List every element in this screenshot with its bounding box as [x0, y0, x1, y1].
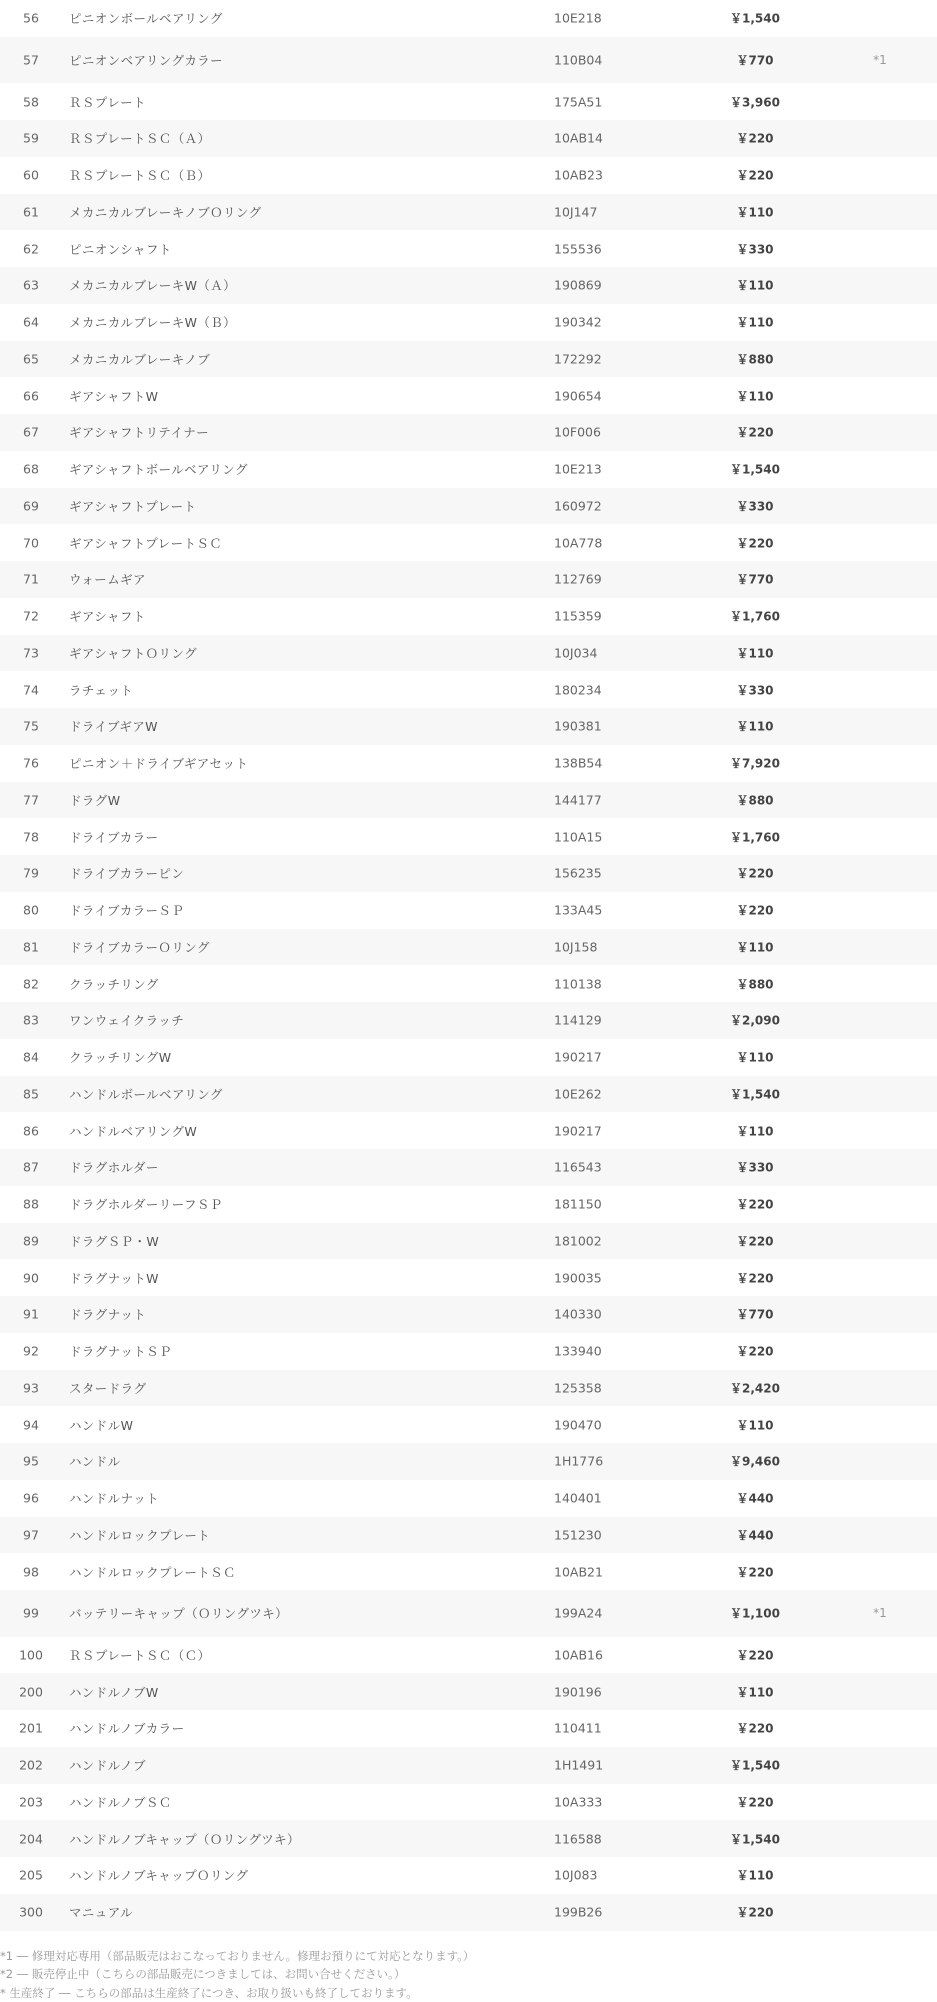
- part-number: 83: [0, 1013, 62, 1028]
- part-price: ￥880: [690, 791, 820, 808]
- table-row: [0, 1186, 937, 1223]
- part-price: ￥770: [690, 571, 820, 588]
- part-name: ドライブギアW: [69, 717, 158, 735]
- table-row: [0, 1710, 937, 1747]
- part-number: 65: [0, 351, 62, 366]
- table-row: [0, 230, 937, 267]
- footnote-line: *1 ― 修理対応専用（部品販売はおこなっておりません。修理お預りにて対応となります。）: [0, 1947, 937, 1966]
- part-number: 87: [0, 1160, 62, 1175]
- part-price: ￥880: [690, 350, 820, 367]
- part-name: ワンウェイクラッチ: [69, 1011, 184, 1029]
- part-number: 200: [0, 1684, 62, 1699]
- part-price: ￥9,460: [690, 1453, 820, 1470]
- table-row: [0, 341, 937, 378]
- table-row: [0, 1112, 937, 1149]
- part-name: バッテリーキャップ（Ｏリングツキ）: [69, 1604, 288, 1622]
- part-price: ￥330: [690, 1159, 820, 1176]
- part-code: 190217: [554, 1050, 602, 1065]
- part-name: ＲＳプレート: [69, 93, 146, 111]
- part-price: ￥330: [690, 240, 820, 257]
- part-price: ￥220: [690, 130, 820, 147]
- table-row: [0, 194, 937, 231]
- part-name: ドラグナットＳＰ: [69, 1342, 172, 1360]
- part-code: 116543: [554, 1160, 602, 1175]
- part-code: 190217: [554, 1123, 602, 1138]
- table-row: [0, 1820, 937, 1857]
- part-code: 116588: [554, 1831, 602, 1846]
- part-name: ギアシャフトリテイナー: [69, 423, 209, 441]
- part-code: 156235: [554, 866, 602, 881]
- part-name: ピニオンシャフト: [69, 240, 172, 258]
- table-row: [0, 1296, 937, 1333]
- table-row: [0, 818, 937, 855]
- part-name: ＲＳプレートＳＣ（Ｂ）: [69, 166, 210, 184]
- table-row: [0, 1406, 937, 1443]
- part-code: 115359: [554, 609, 602, 624]
- part-number: 60: [0, 168, 62, 183]
- part-number: 96: [0, 1491, 62, 1506]
- part-name: ドラグナット: [69, 1305, 146, 1323]
- part-number: 72: [0, 609, 62, 624]
- part-code: 10J083: [554, 1868, 597, 1883]
- part-name: ドライブカラーピン: [69, 864, 184, 882]
- part-name: ドラグホルダー: [69, 1158, 159, 1176]
- table-row: [0, 0, 937, 37]
- part-number: 94: [0, 1417, 62, 1432]
- part-price: ￥220: [690, 1720, 820, 1737]
- table-row: [0, 745, 937, 782]
- part-code: 190035: [554, 1270, 602, 1285]
- part-code: 180234: [554, 682, 602, 697]
- part-code: 10F006: [554, 425, 601, 440]
- part-price: ￥220: [690, 865, 820, 882]
- part-name: ドライブカラーＯリング: [69, 938, 210, 956]
- table-row: [0, 414, 937, 451]
- part-price: ￥1,100: [690, 1605, 820, 1622]
- part-name: クラッチリング: [69, 975, 159, 993]
- part-number: 73: [0, 645, 62, 660]
- part-price: ￥110: [690, 314, 820, 331]
- part-code: 110A15: [554, 829, 602, 844]
- part-name: ドラグＳＰ・W: [69, 1232, 159, 1250]
- part-code: 110411: [554, 1721, 602, 1736]
- part-price: ￥220: [690, 424, 820, 441]
- part-name: ピニオンボールベアリング: [69, 9, 223, 27]
- table-row: [0, 598, 937, 635]
- part-price: ￥220: [690, 1232, 820, 1249]
- part-number: 62: [0, 241, 62, 256]
- part-number: 88: [0, 1197, 62, 1212]
- part-number: 100: [0, 1647, 62, 1662]
- part-number: 64: [0, 315, 62, 330]
- part-number: 84: [0, 1050, 62, 1065]
- part-number: 99: [0, 1606, 62, 1621]
- part-price: ￥1,760: [690, 608, 820, 625]
- part-number: 77: [0, 792, 62, 807]
- part-price: ￥880: [690, 975, 820, 992]
- table-row: [0, 1553, 937, 1590]
- table-row: [0, 37, 937, 84]
- table-row: [0, 1039, 937, 1076]
- part-code: 110138: [554, 976, 602, 991]
- part-code: 190869: [554, 278, 602, 293]
- part-number: 205: [0, 1868, 62, 1883]
- part-name: ＲＳプレートＳＣ（Ａ）: [69, 129, 210, 147]
- table-row: [0, 304, 937, 341]
- part-name: ハンドルノブカラー: [69, 1719, 184, 1737]
- part-price: ￥1,540: [690, 10, 820, 27]
- part-number: 80: [0, 903, 62, 918]
- part-price: ￥220: [690, 902, 820, 919]
- part-name: ＲＳプレートＳＣ（Ｃ）: [69, 1646, 210, 1664]
- part-code: 160972: [554, 498, 602, 513]
- part-name: ギアシャフトボールベアリング: [69, 460, 248, 478]
- part-name: ドラグホルダーリーフＳＰ: [69, 1195, 223, 1213]
- table-row: [0, 965, 937, 1002]
- table-row: [0, 1370, 937, 1407]
- part-price: ￥110: [690, 387, 820, 404]
- table-row: [0, 267, 937, 304]
- part-name: ドラグW: [69, 791, 120, 809]
- table-row: [0, 1857, 937, 1894]
- part-code: 190342: [554, 315, 602, 330]
- table-row: [0, 120, 937, 157]
- part-price: ￥770: [690, 1306, 820, 1323]
- part-code: 10E213: [554, 462, 602, 477]
- part-price: ￥7,920: [690, 755, 820, 772]
- part-code: 125358: [554, 1380, 602, 1395]
- table-row: [0, 1590, 937, 1637]
- part-number: 300: [0, 1905, 62, 1920]
- part-name: ハンドルノブＳＣ: [69, 1793, 172, 1811]
- part-number: 56: [0, 11, 62, 26]
- table-row: [0, 1894, 937, 1931]
- part-name: ギアシャフト: [69, 607, 146, 625]
- part-code: 10E218: [554, 11, 602, 26]
- part-price: ￥330: [690, 497, 820, 514]
- part-code: 1H1776: [554, 1454, 603, 1469]
- table-row: [0, 1149, 937, 1186]
- table-row: [0, 1002, 937, 1039]
- part-number: 89: [0, 1233, 62, 1248]
- table-row: [0, 1443, 937, 1480]
- footnote-line: * 生産終了 ― こちらの部品は生産終了につき、お取り扱いも終了しております。: [0, 1984, 937, 2002]
- part-code: 10AB14: [554, 131, 603, 146]
- part-name: ギアシャフトプレート: [69, 497, 196, 515]
- table-row: [0, 157, 937, 194]
- part-price: ￥2,090: [690, 1012, 820, 1029]
- footnotes: [0, 1931, 937, 2002]
- part-number: 75: [0, 719, 62, 734]
- part-code: 175A51: [554, 94, 602, 109]
- part-number: 93: [0, 1380, 62, 1395]
- part-price: ￥220: [690, 1646, 820, 1663]
- part-number: 201: [0, 1721, 62, 1736]
- part-name: ハンドルW: [69, 1416, 133, 1434]
- table-row: [0, 855, 937, 892]
- part-number: 203: [0, 1794, 62, 1809]
- table-row: [0, 1637, 937, 1674]
- part-price: ￥110: [690, 1049, 820, 1066]
- part-price: ￥1,540: [690, 1830, 820, 1847]
- part-name: ハンドルベアリングW: [69, 1122, 197, 1140]
- part-name: ギアシャフトＯリング: [69, 644, 197, 662]
- part-number: 91: [0, 1307, 62, 1322]
- table-row: [0, 671, 937, 708]
- part-number: 66: [0, 388, 62, 403]
- part-code: 151230: [554, 1527, 602, 1542]
- part-code: 1H1491: [554, 1758, 603, 1773]
- part-code: 10E262: [554, 1086, 602, 1101]
- part-code: 190196: [554, 1684, 602, 1699]
- footnote-line: *2 ― 販売停止中（こちらの部品販売につきましては、お問い合せください。）: [0, 1965, 937, 1984]
- part-name: ギアシャフトW: [69, 387, 158, 405]
- part-price: ￥110: [690, 1867, 820, 1884]
- table-row: [0, 708, 937, 745]
- part-price: ￥220: [690, 534, 820, 551]
- part-number: 61: [0, 204, 62, 219]
- table-row: [0, 1480, 937, 1517]
- part-name: ピニオンベアリングカラー: [69, 51, 223, 69]
- part-name: ハンドルロックプレート: [69, 1526, 210, 1544]
- part-name: ハンドルノブW: [69, 1683, 159, 1701]
- part-number: 63: [0, 278, 62, 293]
- part-number: 90: [0, 1270, 62, 1285]
- part-code: 190654: [554, 388, 602, 403]
- part-code: 199B26: [554, 1905, 602, 1920]
- part-price: ￥1,540: [690, 1757, 820, 1774]
- part-price: ￥1,540: [690, 461, 820, 478]
- table-row: [0, 892, 937, 929]
- part-name: ウォームギア: [69, 570, 146, 588]
- part-price: ￥220: [690, 1904, 820, 1921]
- table-row: [0, 561, 937, 598]
- part-price: ￥440: [690, 1490, 820, 1507]
- part-number: 85: [0, 1086, 62, 1101]
- part-number: 92: [0, 1344, 62, 1359]
- part-price: ￥440: [690, 1526, 820, 1543]
- table-row: [0, 1333, 937, 1370]
- part-name: ドラグナットW: [69, 1269, 159, 1287]
- table-row: [0, 1259, 937, 1296]
- table-row: [0, 451, 937, 488]
- part-name: ハンドルロックプレートＳＣ: [69, 1563, 236, 1581]
- part-number: 76: [0, 756, 62, 771]
- part-code: 10AB23: [554, 168, 603, 183]
- part-code: 172292: [554, 351, 602, 366]
- part-code: 138B54: [554, 756, 602, 771]
- part-note: *1: [860, 1606, 900, 1620]
- part-number: 95: [0, 1454, 62, 1469]
- part-code: 133A45: [554, 903, 602, 918]
- part-code: 181002: [554, 1233, 602, 1248]
- part-code: 10J034: [554, 645, 597, 660]
- table-row: [0, 83, 937, 120]
- part-number: 81: [0, 939, 62, 954]
- part-price: ￥330: [690, 681, 820, 698]
- part-name: ハンドルボールベアリング: [69, 1085, 223, 1103]
- part-name: ラチェット: [69, 681, 133, 699]
- part-number: 59: [0, 131, 62, 146]
- table-row: [0, 635, 937, 672]
- part-price: ￥3,960: [690, 93, 820, 110]
- part-code: 133940: [554, 1344, 602, 1359]
- part-name: ピニオン＋ドライブギアセット: [69, 754, 248, 772]
- part-price: ￥220: [690, 1793, 820, 1810]
- part-name: ギアシャフトプレートＳＣ: [69, 534, 222, 552]
- part-name: メカニカルブレーキノブＯリング: [69, 203, 262, 221]
- table-row: [0, 524, 937, 561]
- table-row: [0, 1673, 937, 1710]
- part-code: 10AB16: [554, 1647, 603, 1662]
- part-number: 79: [0, 866, 62, 881]
- part-code: 199A24: [554, 1606, 602, 1621]
- part-name: スタードラグ: [69, 1379, 146, 1397]
- part-number: 78: [0, 829, 62, 844]
- part-code: 140330: [554, 1307, 602, 1322]
- part-number: 202: [0, 1758, 62, 1773]
- part-name: メカニカルブレーキW（Ｂ）: [69, 313, 236, 331]
- part-number: 98: [0, 1564, 62, 1579]
- part-code: 114129: [554, 1013, 602, 1028]
- part-number: 69: [0, 498, 62, 513]
- part-price: ￥1,760: [690, 828, 820, 845]
- table-row: [0, 1517, 937, 1554]
- part-code: 144177: [554, 792, 602, 807]
- table-row: [0, 1076, 937, 1113]
- part-number: 57: [0, 53, 62, 68]
- table-row: [0, 488, 937, 525]
- part-price: ￥1,540: [690, 1085, 820, 1102]
- part-name: ドライブカラーＳＰ: [69, 901, 184, 919]
- part-price: ￥110: [690, 718, 820, 735]
- part-number: 74: [0, 682, 62, 697]
- part-price: ￥220: [690, 1343, 820, 1360]
- part-code: 10AB21: [554, 1564, 603, 1579]
- part-price: ￥220: [690, 1563, 820, 1580]
- part-name: メカニカルブレーキW（Ａ）: [69, 276, 236, 294]
- part-name: ハンドルノブキャップＯリング: [69, 1866, 248, 1884]
- part-code: 140401: [554, 1491, 602, 1506]
- part-code: 190381: [554, 719, 602, 734]
- part-name: マニュアル: [69, 1903, 133, 1921]
- part-price: ￥110: [690, 277, 820, 294]
- part-note: *1: [860, 53, 900, 67]
- part-name: ハンドルノブキャップ（Ｏリングツキ）: [69, 1830, 300, 1848]
- part-price: ￥110: [690, 644, 820, 661]
- part-code: 181150: [554, 1197, 602, 1212]
- part-price: ￥2,420: [690, 1379, 820, 1396]
- part-name: ドライブカラー: [69, 828, 158, 846]
- part-price: ￥110: [690, 1416, 820, 1433]
- part-number: 70: [0, 535, 62, 550]
- part-number: 58: [0, 94, 62, 109]
- part-code: 110B04: [554, 53, 602, 68]
- part-code: 190470: [554, 1417, 602, 1432]
- part-number: 97: [0, 1527, 62, 1542]
- table-row: [0, 1223, 937, 1260]
- part-name: ハンドルノブ: [69, 1756, 146, 1774]
- part-number: 67: [0, 425, 62, 440]
- part-price: ￥220: [690, 1269, 820, 1286]
- part-code: 10J158: [554, 939, 597, 954]
- part-name: メカニカルブレーキノブ: [69, 350, 210, 368]
- part-number: 82: [0, 976, 62, 991]
- table-row: [0, 1747, 937, 1784]
- part-price: ￥770: [690, 52, 820, 69]
- part-name: クラッチリングW: [69, 1048, 172, 1066]
- part-code: 10A333: [554, 1794, 602, 1809]
- part-price: ￥220: [690, 1196, 820, 1213]
- part-code: 155536: [554, 241, 602, 256]
- part-number: 71: [0, 572, 62, 587]
- table-row: [0, 782, 937, 819]
- part-number: 68: [0, 462, 62, 477]
- part-code: 10A778: [554, 535, 602, 550]
- part-name: ハンドルナット: [69, 1489, 159, 1507]
- part-price: ￥110: [690, 1683, 820, 1700]
- part-price: ￥220: [690, 167, 820, 184]
- part-price: ￥110: [690, 203, 820, 220]
- table-row: [0, 377, 937, 414]
- table-row: [0, 929, 937, 966]
- part-number: 86: [0, 1123, 62, 1138]
- part-name: ハンドル: [69, 1452, 121, 1470]
- part-price: ￥110: [690, 1122, 820, 1139]
- table-row: [0, 1784, 937, 1821]
- part-price: ￥110: [690, 938, 820, 955]
- part-code: 10J147: [554, 204, 597, 219]
- part-number: 204: [0, 1831, 62, 1846]
- part-code: 112769: [554, 572, 602, 587]
